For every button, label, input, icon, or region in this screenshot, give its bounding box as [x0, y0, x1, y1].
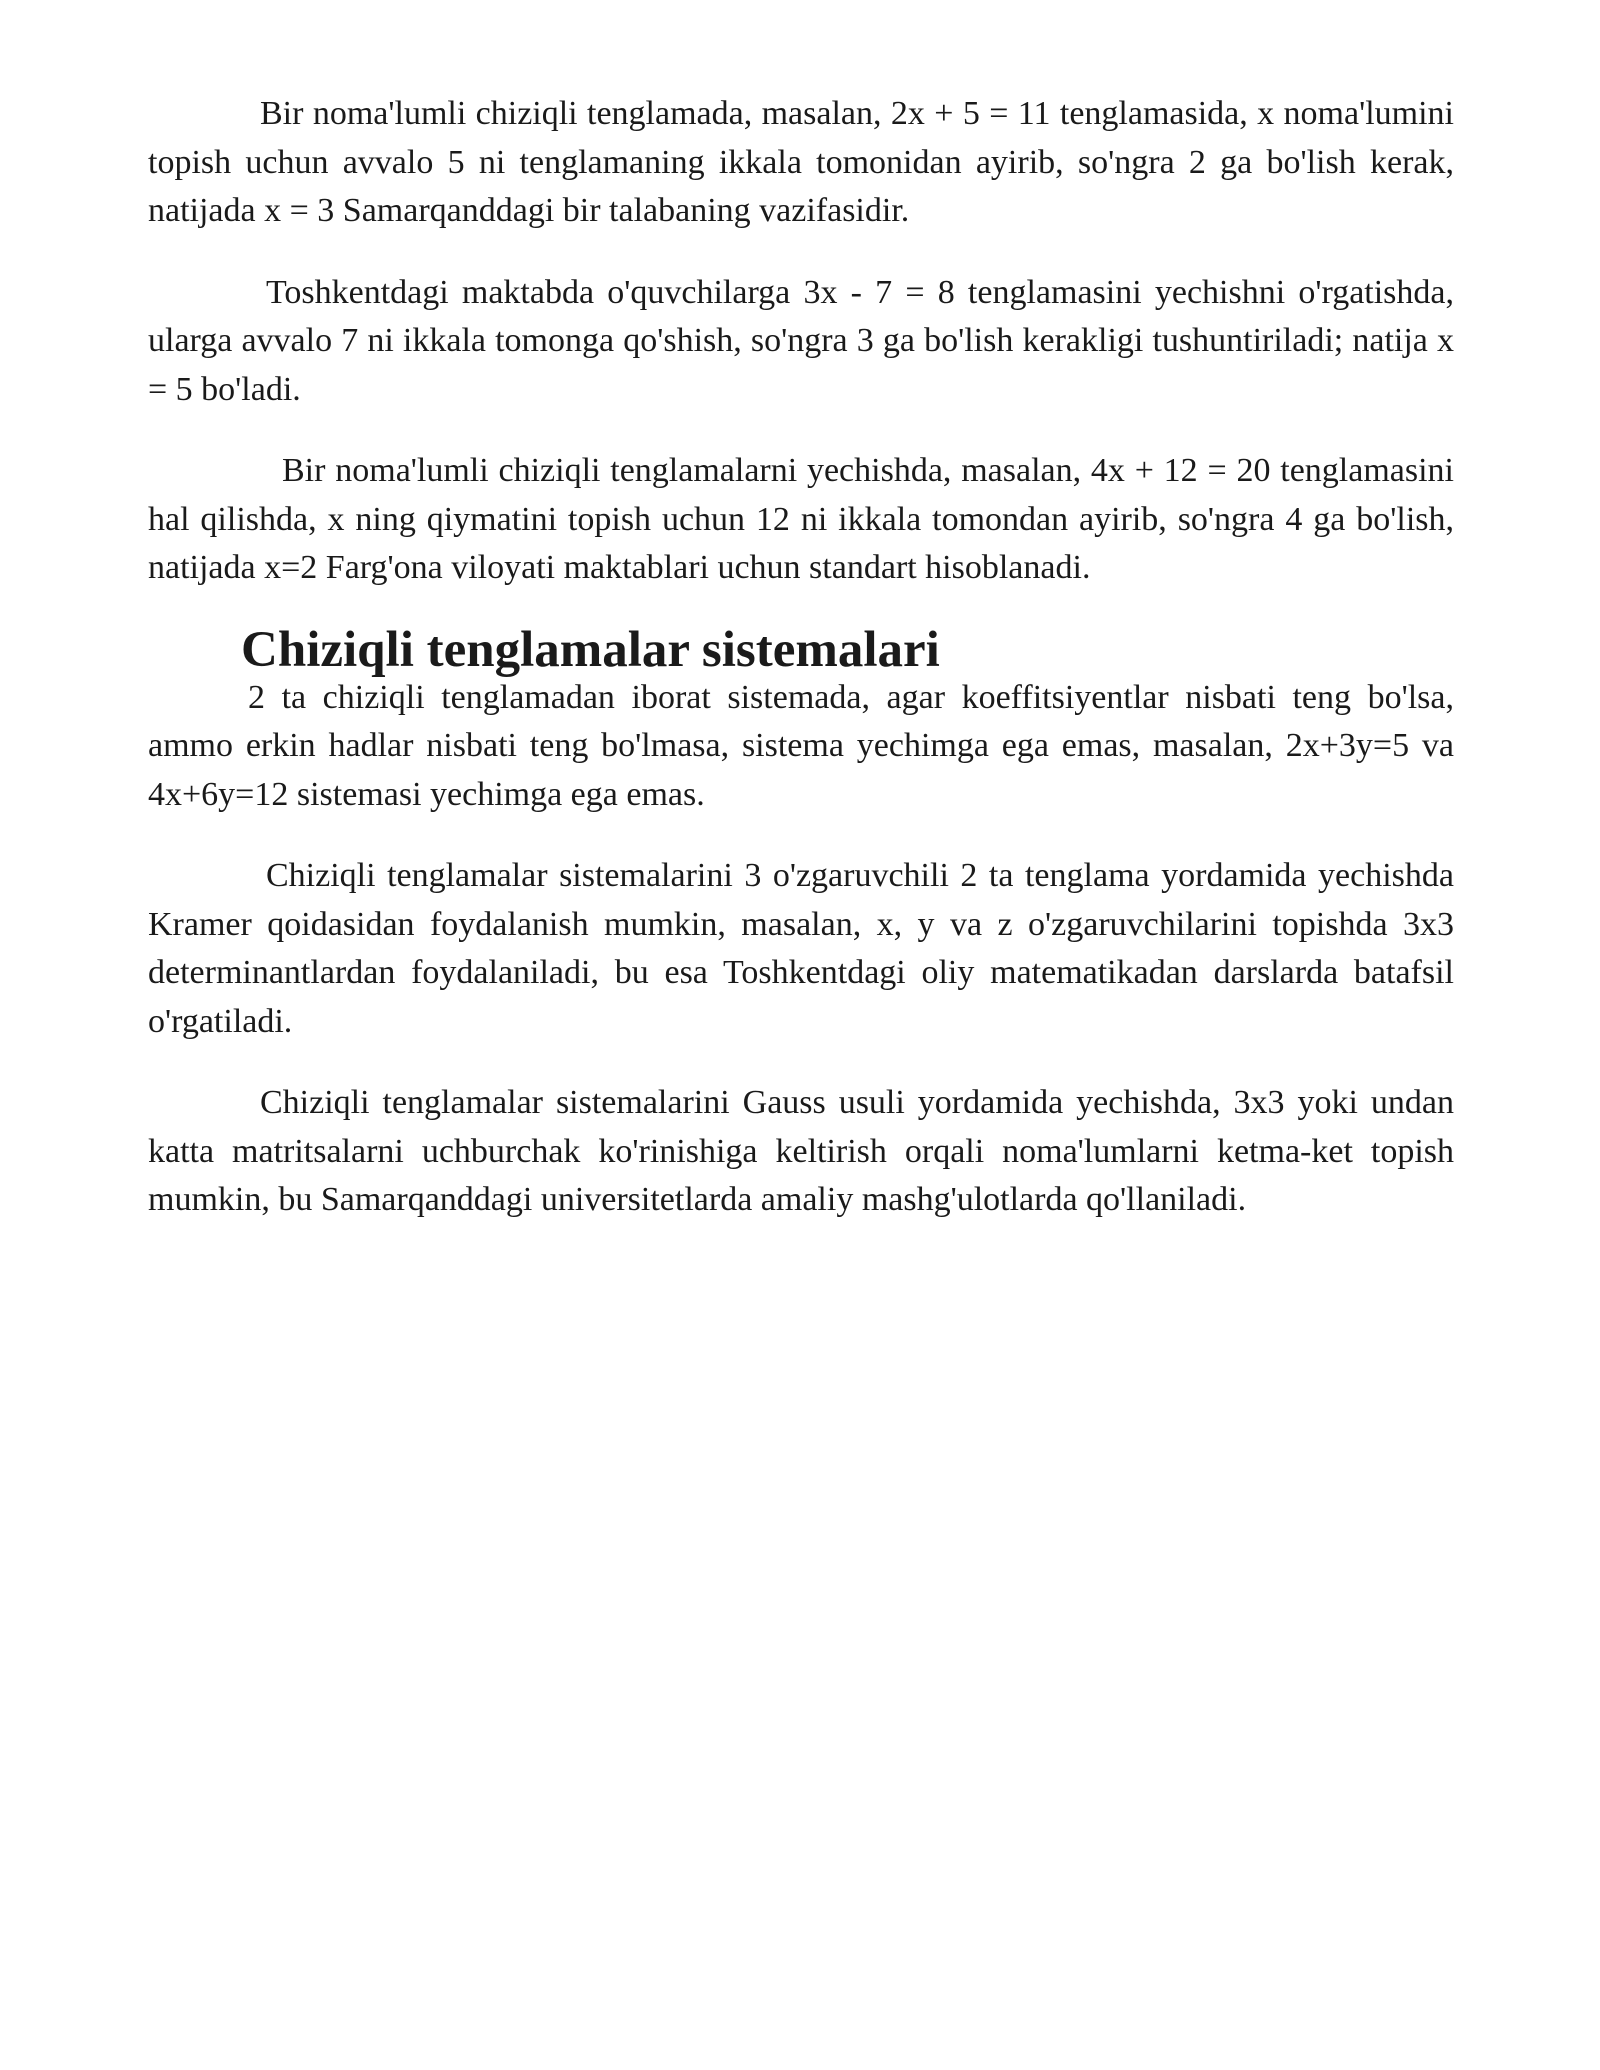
section-heading: Chiziqli tenglamalar sistemalari — [241, 621, 940, 678]
section-paragraph-2: Chiziqli tenglamalar sistemalarini 3 o'zgaruvchili 2 ta tenglama yordamida yechishda Kramer qoidasidan foydalanish mumkin, masalan, x, y va z o'zgaruvchilarini topishda 3x3 determinantlardan foydalaniladi, bu esa Toshkentdagi oliy matematikadan darslarda batafsil o'rgatiladi. — [148, 857, 1454, 1040]
section-paragraph-1: 2 ta chiziqli tenglamadan iborat sistemada, agar koeffitsiyentlar nisbati teng bo'lsa, ammo erkin hadlar nisbati teng bo'lmasa, sistema yechimga ega emas, masalan, 2x+3y=5 va 4x+6y=12 sistemasi yechimga ega emas. — [148, 678, 1454, 813]
paragraph-1: Bir noma'lumli chiziqli tenglamada, masalan, 2x + 5 = 11 tenglamasida, x noma'lumini topish uchun avvalo 5 ni tenglamaning ikkala tomonidan ayirib, so'ngra 2 ga bo'lish kerak, natijada x = 3 Samarqanddagi bir talabaning vazifasidir. — [148, 95, 1454, 229]
document-body — [148, 90, 1454, 1258]
paragraph-2: Toshkentdagi maktabda o'quvchilarga 3x - 7 = 8 tenglamasini yechishni o'rgatishda, ularga avvalo 7 ni ikkala tomonga qo'shish, so'ngra 3 ga bo'lish kerakligi tushuntiriladi; natija x = 5 bo'ladi. — [148, 273, 1454, 408]
section-paragraph-3: Chiziqli tenglamalar sistemalarini Gauss usuli yordamida yechishda, 3x3 yoki undan katta matritsalarni uchburchak ko'rinishiga keltirish orqali noma'lumlarni ketma-ket topish mumkin, bu Samarqanddagi universitetlarda amaliy mashg'ulotlarda qo'llaniladi. — [148, 1084, 1454, 1218]
paragraph-3: Bir noma'lumli chiziqli tenglamalarni yechishda, masalan, 4x + 12 = 20 tenglamasini hal qilishda, x ning qiymatini topish uchun 12 ni ikkala tomondan ayirib, so'ngra 4 ga bo'lish, natijada x=2 Farg'ona viloyati maktablari uchun standart hisoblanadi. — [148, 452, 1454, 586]
